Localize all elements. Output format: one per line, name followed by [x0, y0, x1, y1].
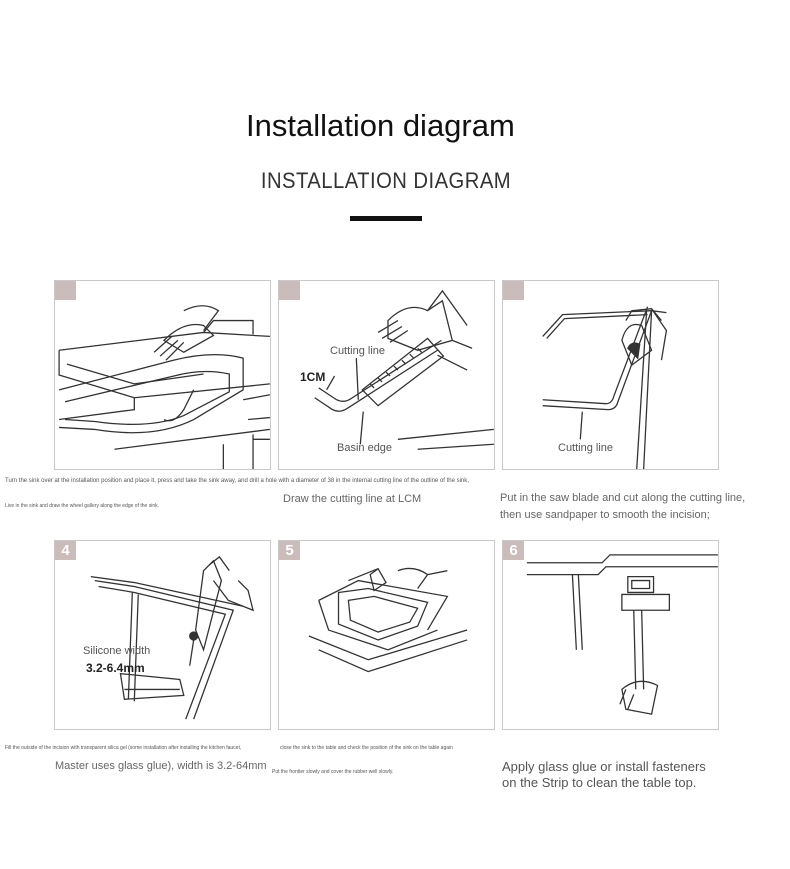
- page-subtitle: INSTALLATION DIAGRAM: [260, 168, 512, 193]
- step-5-caption-line-1: close the sink to the table and check the position of the sink on the table again: [280, 745, 453, 751]
- sink-placement-drawing: [55, 281, 270, 469]
- step-4-caption-line-2: Master uses glass glue), width is 3.2-64mm: [55, 760, 267, 772]
- step-6-caption-line-2: on the Strip to clean the table top.: [502, 775, 697, 790]
- step-2-illustration: [278, 280, 495, 470]
- step-5-illustration: [278, 540, 495, 730]
- step-4-illustration: [54, 540, 271, 730]
- silicone-range-label: 3.2-6.4mm: [86, 661, 145, 675]
- step-1-badge: [55, 281, 76, 300]
- step-3-illustration: [502, 280, 719, 470]
- sink-lowering-drawing: [279, 541, 494, 729]
- step-2-caption: Draw the cutting line at LCM: [283, 493, 422, 505]
- step-1-caption-line-1: Turn the sink over at the installation position and place it, press and take the sink away, and drill a hole with a diameter of 38 in the internal cutting line of the outline of the sink,: [5, 478, 469, 484]
- silicone-application-drawing: [55, 541, 270, 729]
- step-6-illustration: [502, 540, 719, 730]
- silicone-width-label: Silicone width: [83, 645, 151, 657]
- cutting-line-label-2: Cutting line: [558, 442, 614, 454]
- fastener-installation-drawing: [503, 541, 718, 729]
- step-5-badge: 5: [279, 541, 300, 560]
- step-3-caption-line-1: Put in the saw blade and cut along the cutting line,: [500, 492, 746, 504]
- one-cm-label: 1CM: [300, 370, 326, 384]
- step-4-badge: 4: [55, 541, 76, 560]
- step-3-caption-line-2: then use sandpaper to smooth the incision;: [500, 509, 710, 521]
- step-6-badge: 6: [503, 541, 524, 560]
- step-1-illustration: [54, 280, 271, 470]
- step-4-caption-line-1: Fill the outside of the incision with transparent silica gel (some installation after installing the kitchen faucet,: [5, 745, 242, 751]
- step-6-caption-line-1: Apply glass glue or install fasteners: [502, 759, 706, 774]
- step-5-caption-line-2: Put the frontier slowly and cover the rubber well slowly.: [272, 769, 394, 775]
- step-2-badge: [279, 281, 300, 300]
- saw-cut-drawing: [503, 281, 718, 469]
- basin-edge-label: Basin edge: [337, 442, 393, 454]
- title-divider: [350, 216, 422, 221]
- cutting-line-label: Cutting line: [330, 345, 386, 357]
- page-title: Installation diagram: [246, 108, 515, 143]
- step-3-badge: [503, 281, 524, 300]
- step-1-caption-line-2: Live in the sink and draw the wheel gallery along the edge of the sink.: [5, 503, 159, 509]
